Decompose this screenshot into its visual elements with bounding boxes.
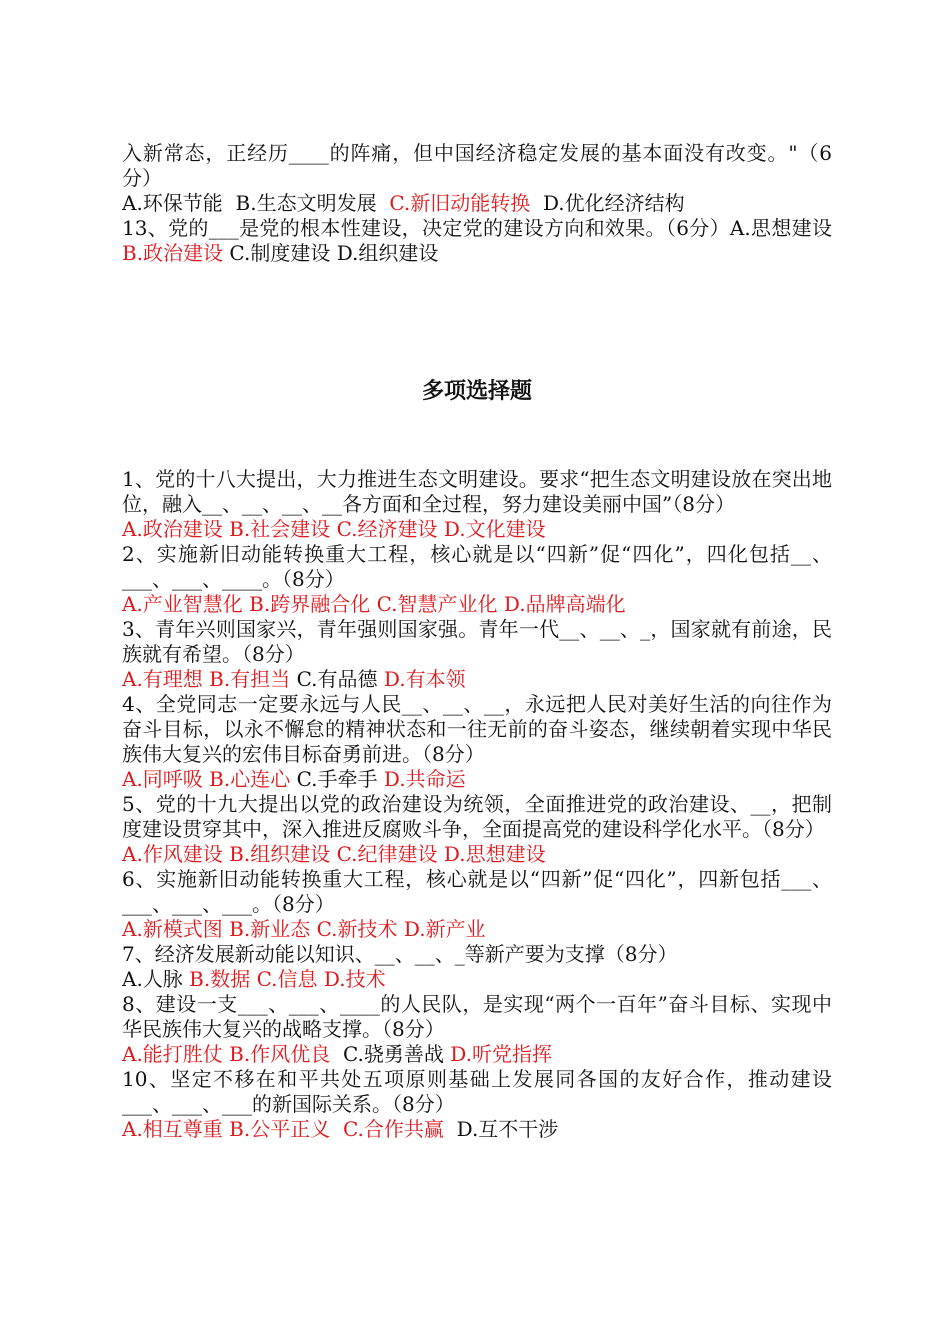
q3-option-b: B.有担当: [209, 667, 291, 691]
q12-text: 入新常态，正经历____的阵痛，但中国经济稳定发展的基本面没有改变。"（6分）: [122, 141, 832, 190]
q10-option-d: D.互不干涉: [456, 1117, 559, 1141]
question-5-text: 5、党的十九大提出以党的政治建设为统领，全面推进党的政治建设、__，把制度建设贯穿其中，深入推进反腐败斗争，全面提高党的建设科学化水平。（8分）: [122, 792, 832, 841]
q1-option-c: C.经济建设: [336, 517, 438, 541]
q7-option-c: C.信息: [256, 967, 318, 991]
q13-block: [122, 216, 832, 266]
question-3-options: [122, 667, 832, 692]
q7-option-a: A.人脉: [122, 967, 183, 991]
q10-option-b: B.公平正义: [229, 1117, 331, 1141]
q12-option-a: A.环保节能: [122, 191, 223, 215]
q4-option-c: C.手牵手: [296, 767, 378, 791]
q1-option-a: A.政治建设: [122, 517, 223, 541]
question-4-text: 4、全党同志一定要永远与人民__、__、__，永远把人民对美好生活的向往作为奋斗目标，以永不懈怠的精神状态和一往无前的奋斗姿态，继续朝着实现中华民族伟大复兴的宏伟目标奋勇前进。（8分）: [122, 692, 832, 766]
q13-option-c: C.制度建设: [229, 241, 331, 265]
q12-option-b: B.生态文明发展: [235, 191, 377, 215]
question-6-options: [122, 917, 832, 942]
q3-option-a: A.有理想: [122, 667, 203, 691]
q5-option-c: C.纪律建设: [336, 842, 438, 866]
q8-option-b: B.作风优良: [229, 1042, 331, 1066]
question-2-options: [122, 592, 832, 617]
question-10-options: [122, 1117, 832, 1142]
q6-option-b: B.新业态: [229, 917, 311, 941]
q4-option-a: A.同呼吸: [122, 767, 203, 791]
q8-option-c: C.骁勇善战: [342, 1042, 444, 1066]
q3-option-c: C.有品德: [296, 667, 378, 691]
q10-option-c: C.合作共赢: [342, 1117, 444, 1141]
q2-option-a: A.产业智慧化: [122, 592, 243, 616]
q5-option-d: D.思想建设: [443, 842, 546, 866]
q6-option-d: D.新产业: [403, 917, 486, 941]
q3-option-d: D.有本领: [383, 667, 466, 691]
q8-option-a: A.能打胜仗: [122, 1042, 223, 1066]
question-7-text: 7、经济发展新动能以知识、__、__、_等新产要为支撑（8分）: [122, 942, 678, 966]
q4-option-d: D.共命运: [383, 767, 466, 791]
q13-text: 13、党的___是党的根本性建设，决定党的建设方向和效果。（6分）A.思想建设: [122, 216, 832, 240]
q6-option-a: A.新模式图: [122, 917, 223, 941]
question-5-options: [122, 842, 832, 867]
question-4-options: [122, 767, 832, 792]
q12-option-d: D.优化经济结构: [542, 191, 685, 215]
q2-option-b: B.跨界融合化: [249, 592, 371, 616]
q5-option-a: A.作风建设: [122, 842, 223, 866]
q1-option-b: B.社会建设: [229, 517, 331, 541]
question-6-text: 6、实施新旧动能转换重大工程，核心就是以“四新”促“四化”，四新包括___、___、___、___。（8分）: [122, 867, 832, 916]
q12-option-c: C.新旧动能转换: [389, 191, 531, 215]
document-page: [122, 141, 832, 1142]
q2-option-d: D.品牌高端化: [503, 592, 626, 616]
question-10-text: 10、坚定不移在和平共处五项原则基础上发展同各国的友好合作，推动建设___、___、___的新国际关系。（8分）: [122, 1067, 832, 1116]
q7-option-d: D.技术: [323, 967, 386, 991]
q1-option-d: D.文化建设: [443, 517, 546, 541]
q6-option-c: C.新技术: [316, 917, 398, 941]
q2-option-c: C.智慧产业化: [376, 592, 498, 616]
question-7-options: [122, 967, 832, 992]
q8-option-d: D.听党指挥: [450, 1042, 552, 1066]
section-title: 多项选择题: [421, 379, 532, 404]
q4-option-b: B.心连心: [209, 767, 291, 791]
question-3-text: 3、青年兴则国家兴，青年强则国家强。青年一代__、__、_，国家就有前途，民族就有希望。（8分）: [122, 617, 832, 666]
question-8-text: 8、建设一支___、___、____的人民队，是实现“两个一百年”奋斗目标、实现中华民族伟大复兴的战略支撑。（8分）: [122, 992, 832, 1041]
question-8-options: [122, 1042, 832, 1067]
question-2-text: 2、实施新旧动能转换重大工程，核心就是以“四新”促“四化”，四化包括__、___、___、____。（8分）: [122, 542, 832, 591]
q13-option-b: B.政治建设: [122, 241, 224, 265]
question-1-options: [122, 517, 832, 542]
q12-options: [122, 191, 832, 216]
question-1-text: 1、党的十八大提出，大力推进生态文明建设。要求“把生态文明建设放在突出地位，融入__、__、__、__各方面和全过程，努力建设美丽中国”（8分）: [122, 467, 832, 516]
q7-option-b: B.数据: [189, 967, 251, 991]
q13-option-d: D.组织建设: [336, 241, 439, 265]
q10-option-a: A.相互尊重: [122, 1117, 223, 1141]
q5-option-b: B.组织建设: [229, 842, 331, 866]
